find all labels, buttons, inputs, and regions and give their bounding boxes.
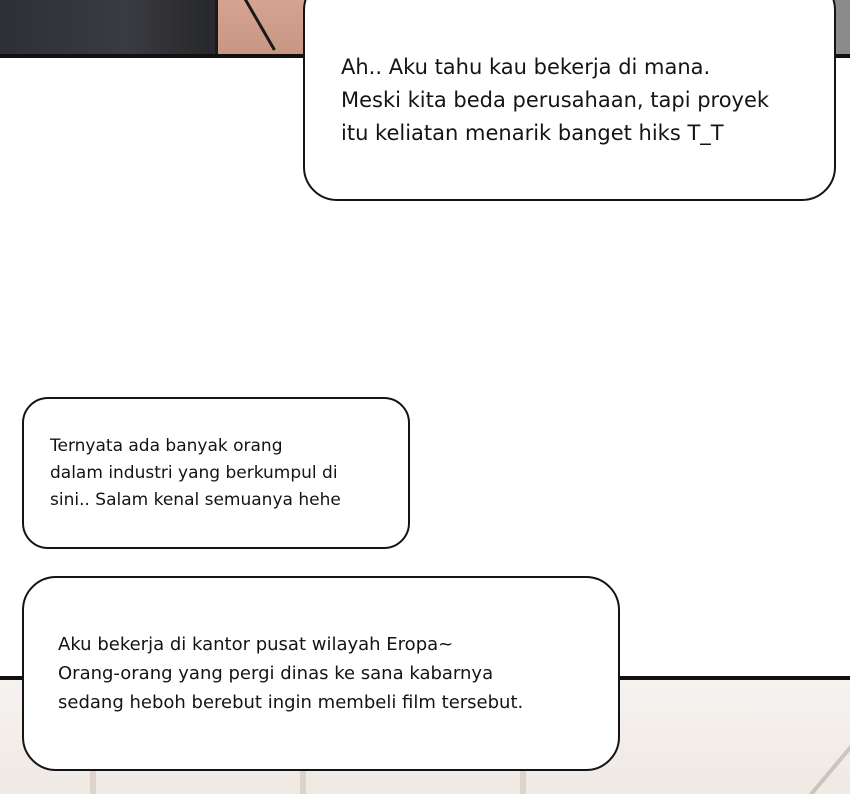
- speech-bubble-text: Ah.. Aku tahu kau bekerja di mana. Meski kita beda perusahaan, tapi proyek itu keliatan menarik banget hiks T_T: [341, 55, 770, 145]
- speech-bubble-text: Aku bekerja di kantor pusat wilayah Eropa~ Orang-orang yang pergi dinas ke sana kabarnya sedang heboh berebut ingin membeli film tersebut.: [58, 634, 524, 713]
- speech-bubble-2: [22, 397, 410, 549]
- dark-coat-left: [0, 0, 210, 54]
- speech-bubble-3: [22, 576, 620, 771]
- speech-bubble-1: [303, 0, 836, 201]
- speech-bubble-text: Ternyata ada banyak orang dalam industri yang berkumpul di sini.. Salam kenal semuanya hehe: [50, 436, 341, 510]
